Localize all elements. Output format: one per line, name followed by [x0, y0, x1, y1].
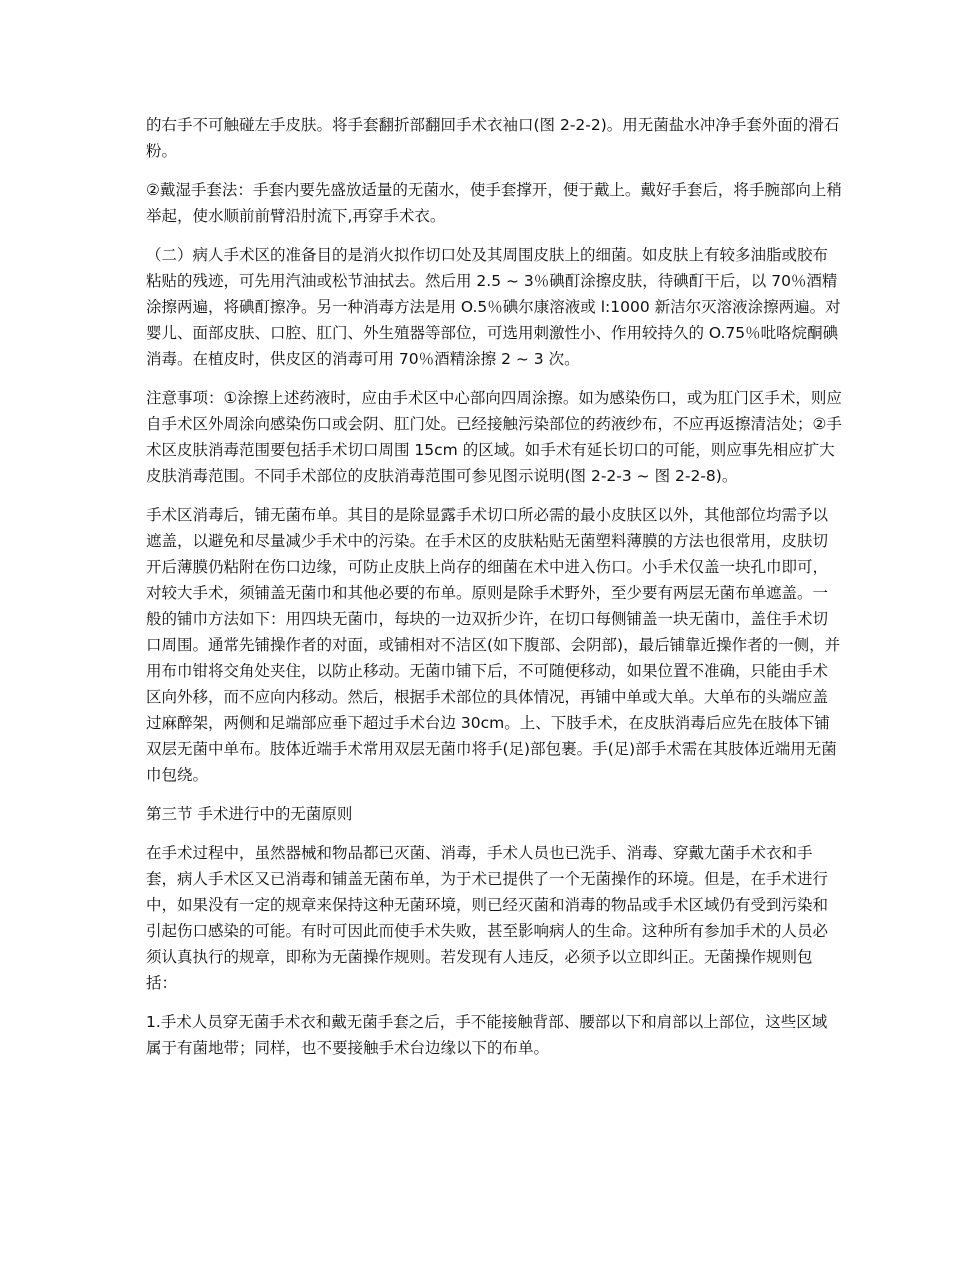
paragraph-precautions: 注意事项：①涂擦上述药液时，应由手术区中心部向四周涂擦。如为感染伤口，或为肛门区手术，则应自手术区外周涂向感染伤口或会阴、肛门处。已经接触污染部位的药液纱布，不应再返擦清洁处；②手术区皮肤消毒范围要包括手术切口周围 15cm 的区域。如手术有延长切口的可能，则应事先相应扩大皮肤消毒范围。不同手术部位的皮肤消毒范围可参见图示说明(图 2-2-3 ~ 图 2-2-8)。 — [146, 389, 842, 485]
paragraph-surgical-site-prep: （二）病人手术区的准备目的是消火拟作切口处及其周围皮肤上的细菌。如皮肤上有较多油脂或胶布粘贴的残迹，可先用汽油或松节油拭去。然后用 2.5 ~ 3％碘酊涂擦皮肤，待碘酊干后，以 70％酒精涂擦两遍，将碘酊擦净。另一种消毒方法是用 O.5％碘尔康溶液或 l:1000 新洁尔灭溶液涂擦两遍。对婴儿、面部皮肤、口腔、肛门、外生殖器等部位，可选用刺激性小、作用较持久的 O.75％吡咯烷酮碘消毒。在植皮时，供皮区的消毒可用 70％酒精涂擦 2 ~ 3 次。 — [146, 246, 841, 368]
paragraph-sterile-drapes: 手术区消毒后，铺无菌布单。其目的是除显露手术切口所必需的最小皮肤区以外，其他部位均需予以遮盖，以避免和尽量减少手术中的污染。在手术区的皮肤粘贴无菌塑料薄膜的方法也很常用，皮肤切开后薄膜仍粘附在伤口边缘，可防止皮肤上尚存的细菌在术中进入伤口。小手术仅盖一块孔巾即可，对较大手术，须铺盖无菌巾和其他必要的布单。原则是除手术野外，至少要有两层无菌布单遮盖。一般的铺巾方法如下：用四块无菌巾，每块的一边双折少许，在切口每侧铺盖一块无菌巾，盖住手术切口周围。通常先铺操作者的对面，或铺相对不洁区(如下腹部、会阴部)，最后铺靠近操作者的一侧，并用布巾钳将交角处夹住，以防止移动。无菌巾铺下后，不可随便移动，如果位置不准确，只能由手术区向外移，而不应向内移动。然后，根据手术部位的具体情况，再铺中单或大单。大单布的头端应盖过麻醉架，两侧和足端部应垂下超过手术台边 30cm。上、下肢手术，在皮肤消毒后应先在肢体下铺双层无菌中单布。肢体近端手术常用双层无菌巾将手(足)部包裹。手(足)部手术需在其肢体近端用无菌巾包绕。 — [146, 506, 841, 784]
paragraph-glove-rinse: 的右手不可触碰左手皮肤。将手套翻折部翻回手术衣袖口(图 2-2-2)。用无菌盐水冲净手套外面的滑石粉。 — [146, 116, 840, 160]
paragraph-rule-1: 1.手术人员穿无菌手术衣和戴无菌手套之后，手不能接触背部、腰部以下和肩部以上部位，这些区域属于有菌地带；同样，也不要接触手术台边缘以下的布单。 — [146, 1013, 828, 1057]
document-body — [146, 112, 842, 1074]
paragraph-aseptic-principles: 在手术过程中，虽然器械和物品都已灭菌、消毒，手术人员也已洗手、消毒、穿戴尢菌手术衣和手套，病人手术区又已消毒和铺盖无菌布单，为于术已提供了一个无菌操作的环境。但是，在手术进行中，如果没有一定的规章来保持这种无菌环境，则已经灭菌和消毒的物品或手术区域仍有受到污染和引起伤口感染的可能。有时可因此而使手术失败，甚至影响病人的生命。这种所有参加手术的人员必须认真执行的规章，即称为无菌操作规则。若发现有人违反，必须予以立即纠正。无菌操作规则包括： — [146, 844, 829, 992]
paragraph-wet-glove-method: ②戴湿手套法：手套内要先盛放适量的无菌水，使手套撑开，便于戴上。戴好手套后，将手腕部向上稍举起，使水顺前前臂沿肘流下,再穿手术衣。 — [146, 181, 842, 225]
section-heading: 第三节 手术进行中的无菌原则 — [146, 805, 353, 823]
